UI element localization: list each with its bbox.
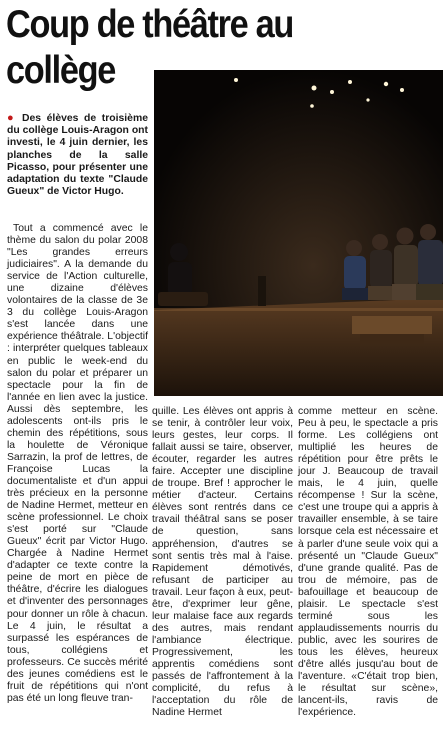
lead-text: Des élèves de troisième du collège Louis-Aragon ont investi, le 4 juin dernier, les planches de la salle Picasso, pour présenter une adaptation du texte "Claude Gueux" de Victor Hugo. — [7, 113, 148, 198]
article-lead — [7, 112, 148, 198]
headline-line-2: collège — [6, 49, 116, 92]
article-column-3 — [298, 406, 438, 719]
theatre-stage-photo — [154, 70, 443, 396]
column-3-text: comme metteur en scène. Peu à peu, le spectacle a pris forme. Les collégiens ont multiplié les heures de répétition pour être prêts le jour J. Beaucoup de travail mais, le 4 juin, quelle récompense ! Sur la scène, c'est une troupe qui a appris à travailler ensemble, à se taire lorsque cela est nécessaire et à parler d'une seule voix qui a présenté un "Claude Gueux" d'une grande qualité. Pas de trou de mémoire, pas de bafouillage et beaucoup de plaisir. Le spectacle s'est terminé sous les applaudissements nourris du public, avec les sourires de tous les élèves, heureux d'être allés jusqu'au bout de l'aventure. «C'était trop bien, le résultat sur scène», lancent-ils, ravis de l'expérience. — [298, 406, 438, 719]
article-column-1 — [7, 223, 148, 705]
stage-photo-icon — [154, 70, 443, 396]
bullet-icon: ● — [7, 112, 17, 124]
article-headline — [6, 2, 294, 94]
column-2-text: quille. Les élèves ont appris à se tenir, à contrôler leur voix, leurs gestes, leur corps. Il fallait aussi se taire, observer, écouter, regarder les autres faire. Accepter une discipline de troupe. Bref ! approcher le métier d'acteur. Certains élèves sont rentrés dans ce travail théâtral sans se poser de question, sans appréhension, d'autres se sont sentis très mal à l'aise. Rapidement démotivés, refusant de participer au travail. Leur façon à eux, peut-être, d'exprimer leur gêne, leur malaise face aux regards des autres, mais rendant l'ambiance électrique. Progressivement, les apprentis comédiens sont passés de l'affrontement à la complicité, du refus à l'acceptation du rôle de Nadine Hermet — [152, 406, 293, 719]
article-column-2 — [152, 406, 293, 719]
headline-line-1: Coup de théâtre au — [6, 3, 294, 46]
column-1-text: Tout a commencé avec le thème du salon du polar 2008 "Les grandes erreurs judiciaires". A la demande du service de l'Action culturelle, une dizaine d'élèves volontaires de la classe de 3e 3 du collège Louis-Aragon s'est lancée dans une expérience théâtrale. L'objectif : interpréter quelques tableaux en public le week-end du salon du polar et préparer un spectacle pour la fin de l'année en lien avec la justice. Aussi dès septembre, les adolescents ont-ils pris le chemin des répétitions, sous la houlette de Véronique Sarrazin, la prof de lettres, de Françoise Lucas la documentaliste et d'un appui très précieux en la personne de Nadine Hermet, metteur en scène professionnel. Le choix s'est porté sur "Claude Gueux" écrit par Victor Hugo. Chargée à Nadine Hermet d'adapter ce texte contre la peine de mort en pièce de théâtre, d'écrire les dialogues et d'inventer des personnages pour donner un rôle à chacun. Le 4 juin, le résultat a surpassé les espérances de tous, collégiens et professeurs. Ce succès mérité des jeunes comédiens est le fruit de répétitions qui n'ont pas été un long fleuve tran- — [7, 223, 148, 704]
